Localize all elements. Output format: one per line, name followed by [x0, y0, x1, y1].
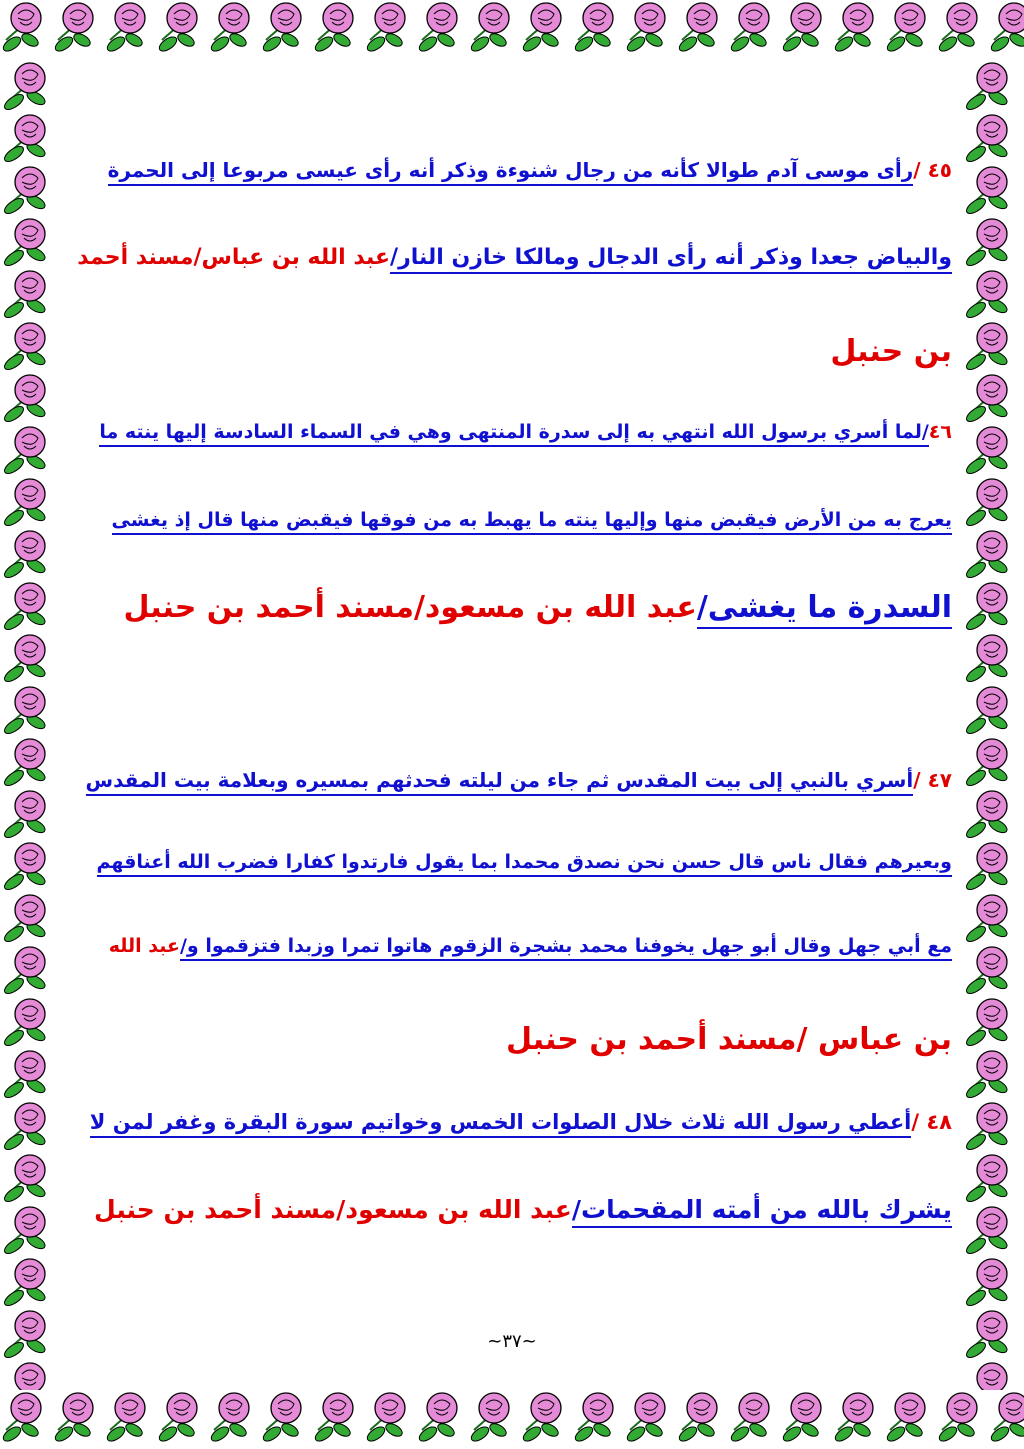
- hadith-number: ٤٥: [927, 158, 952, 182]
- hadith-text: لما أسري برسول الله انتهي به إلى سدرة المنتهى وهي في السماء السادسة إليها ينته ما: [99, 421, 921, 447]
- hadith-text: يعرج به من الأرض فيقبض منها وإليها ينته ما يهبط به من فوقها فيقبض منها قال إذ يغشى: [112, 509, 952, 535]
- hadith-48-line-1: ٤٨ /أعطي رسول الله ثلاث خلال الصلوات الخمس وخواتيم سورة البقرة وغفر لمن لا: [72, 1100, 952, 1144]
- hadith-45-line-3: [72, 330, 952, 374]
- hadith-source: عبد الله: [108, 935, 180, 957]
- hadith-number: ٤٦: [928, 421, 952, 443]
- hadith-48-line-2: يشرك بالله من أمته المقحمات/عبد الله بن مسعود/مسند أحمد بن حنبل: [72, 1188, 952, 1232]
- hadith-text: وبعيرهم فقال ناس قال حسن نحن نصدق محمدا بما يقول فارتدوا كفارا فضرب الله أعناقهم: [97, 851, 953, 877]
- floral-border-top: [0, 0, 1024, 58]
- hadith-text: رأى موسى آدم طوالا كأنه من رجال شنوءة وذكر أنه رأى عيسى مربوعا إلى الحمرة: [108, 158, 914, 186]
- hadith-text: أسري بالنبي إلى بيت المقدس ثم جاء من ليلته فحدثهم بمسيره وبعلامة بيت المقدس: [86, 768, 914, 796]
- hadith-45-line-1: ٤٥ /رأى موسى آدم طوالا كأنه من رجال شنوءة وذكر أنه رأى عيسى مربوعا إلى الحمرة: [72, 148, 952, 192]
- page-content: [62, 58, 962, 1390]
- hadith-text: السدرة ما يغشى: [708, 590, 952, 629]
- floral-border-left: [0, 58, 62, 1390]
- hadith-number: ٤٧: [927, 768, 952, 792]
- hadith-47-line-2: [72, 840, 952, 884]
- floral-border-bottom: [0, 1390, 1024, 1449]
- floral-border-right: [962, 58, 1024, 1390]
- hadith-source: عبد الله بن عباس/مسند أحمد: [77, 245, 391, 270]
- page-number: ~٣٧~: [487, 1331, 537, 1352]
- hadith-source: بن عباس /مسند أحمد بن حنبل: [505, 1022, 952, 1057]
- hadith-46-line-1: ٤٦/لما أسري برسول الله انتهي به إلى سدرة المنتهى وهي في السماء السادسة إليها ينته ما: [72, 410, 952, 454]
- hadith-47-line-4: [72, 1018, 952, 1062]
- hadith-45-line-2: والبياض جعدا وذكر أنه رأى الدجال ومالكا خازن النار/عبد الله بن عباس/مسند أحمد: [72, 236, 952, 280]
- hadith-text: أعطي رسول الله ثلاث خلال الصلوات الخمس وخواتيم سورة البقرة وغفر لمن لا: [90, 1110, 912, 1138]
- hadith-46-line-2: [72, 498, 952, 542]
- hadith-source: بن حنبل: [830, 334, 952, 369]
- hadith-text: مع أبي جهل وقال أبو جهل يخوفنا محمد بشجرة الزقوم هاتوا تمرا وزبدا فتزقموا و: [187, 935, 952, 961]
- hadith-text: يشرك بالله من أمته المقحمات: [581, 1195, 952, 1228]
- hadith-source: عبد الله بن مسعود/مسند أحمد بن حنبل: [123, 590, 697, 625]
- hadith-source: عبد الله بن مسعود/مسند أحمد بن حنبل: [94, 1195, 572, 1224]
- hadith-47-line-1: ٤٧ /أسري بالنبي إلى بيت المقدس ثم جاء من ليلته فحدثهم بمسيره وبعلامة بيت المقدس: [72, 758, 952, 802]
- hadith-47-line-3: مع أبي جهل وقال أبو جهل يخوفنا محمد بشجرة الزقوم هاتوا تمرا وزبدا فتزقموا و/عبد الله: [72, 924, 952, 968]
- hadith-46-line-3: السدرة ما يغشى/عبد الله بن مسعود/مسند أحمد بن حنبل: [72, 586, 952, 630]
- hadith-text: والبياض جعدا وذكر أنه رأى الدجال ومالكا خازن النار: [398, 245, 952, 274]
- hadith-number: ٤٨: [926, 1110, 952, 1134]
